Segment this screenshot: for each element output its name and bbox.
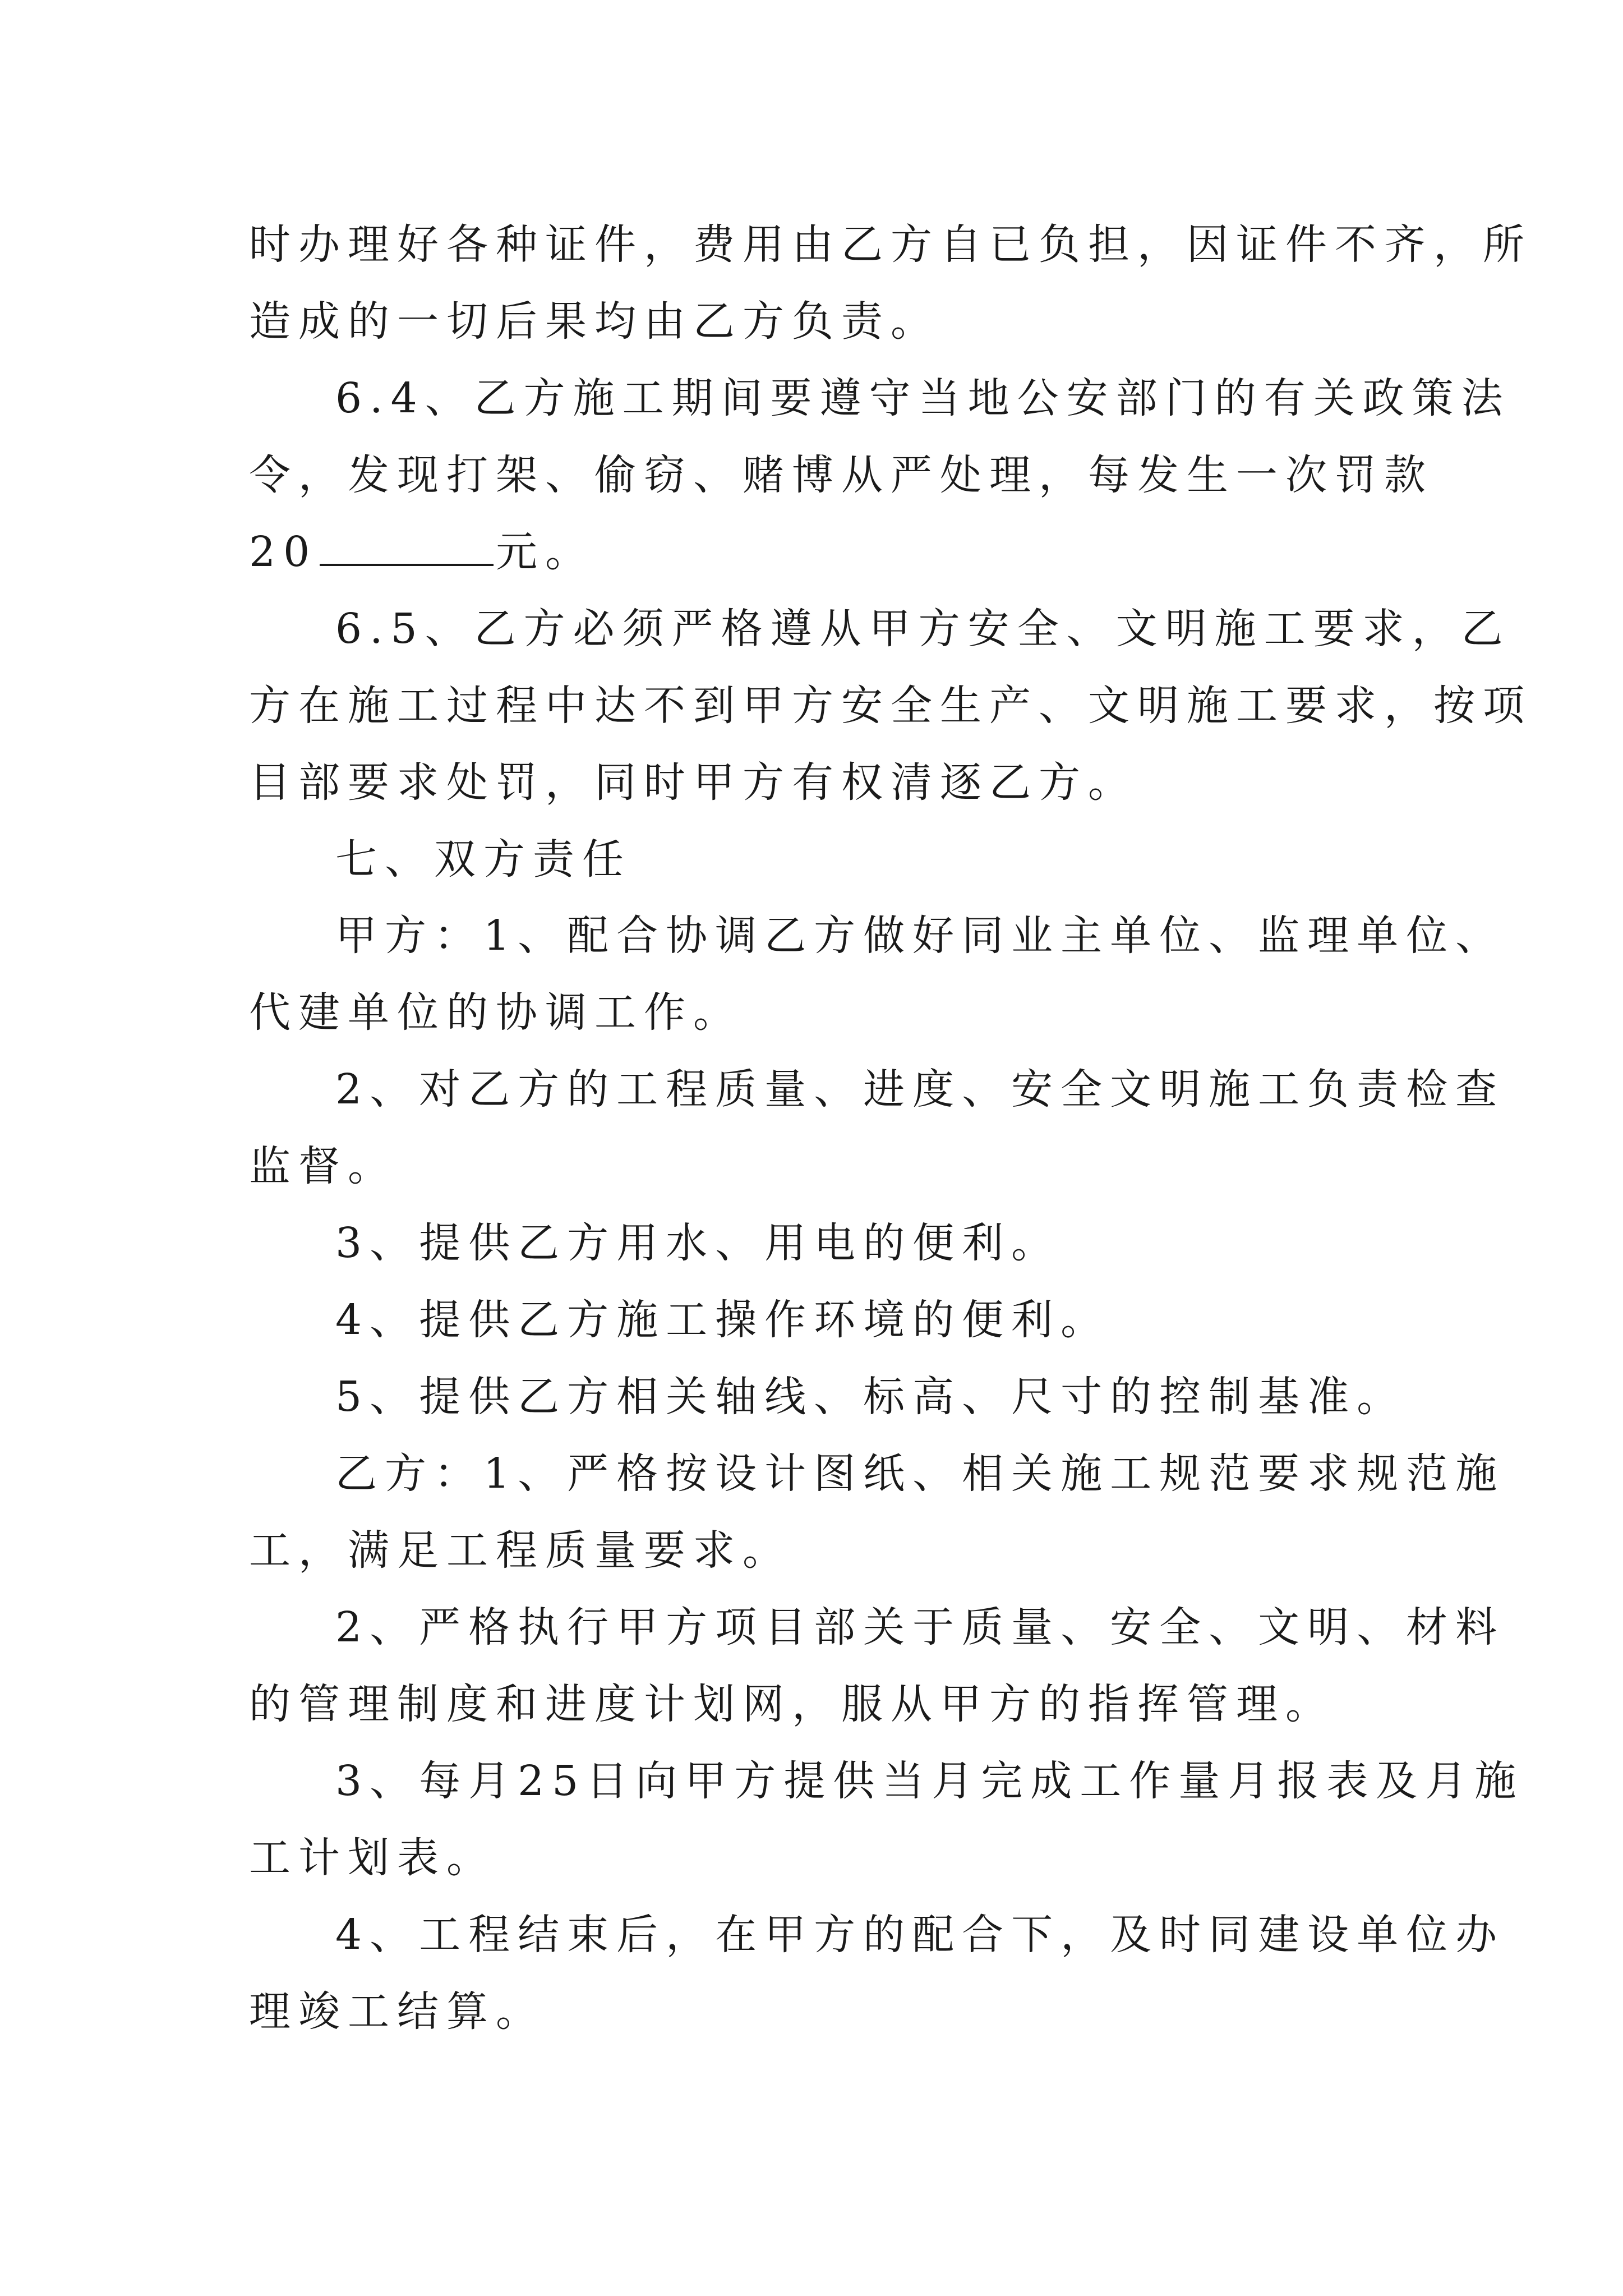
text-line: 4、工程结束后，在甲方的配合下，及时同建设单位办 xyxy=(335,1911,1505,1959)
text-line: 甲方：1、配合协调乙方做好同业主单位、监理单位、 xyxy=(335,912,1505,960)
text-line: 造成的一切后果均由乙方负责。 xyxy=(249,297,940,346)
fill-in-blank xyxy=(320,564,494,566)
fine-amount-prefix: 20 xyxy=(249,528,318,576)
text-line: 4、提供乙方施工操作环境的便利。 xyxy=(335,1296,1110,1344)
text-line: 时办理好各种证件，费用由乙方自已负担，因证件不齐，所 xyxy=(249,220,1532,269)
text-line: 工，满足工程质量要求。 xyxy=(249,1526,792,1575)
text-line: 5、提供乙方相关轴线、标高、尺寸的控制基准。 xyxy=(335,1373,1407,1421)
text-line: 3、提供乙方用水、用电的便利。 xyxy=(335,1219,1061,1267)
text-line: 方在施工过程中达不到甲方安全生产、文明施工要求，按项 xyxy=(249,682,1532,730)
text-line: 代建单位的协调工作。 xyxy=(249,988,743,1037)
text-line: 6.4、乙方施工期间要遵守当地公安部门的有关政策法 xyxy=(335,374,1511,422)
text-line: 工计划表。 xyxy=(249,1834,496,1882)
text-line: 6.5、乙方必须严格遵从甲方安全、文明施工要求，乙 xyxy=(335,605,1511,653)
section-heading: 七、双方责任 xyxy=(335,835,631,884)
text-line: 乙方：1、严格按设计图纸、相关施工规范要求规范施 xyxy=(335,1450,1505,1498)
text-line: 3、每月25日向甲方提供当月完成工作量月报表及月施 xyxy=(335,1757,1524,1805)
fine-amount-line xyxy=(249,524,594,580)
text-line: 令，发现打架、偷窃、赌博从严处理，每发生一次罚款 xyxy=(249,451,1433,499)
fine-amount-suffix: 元。 xyxy=(496,528,595,576)
text-line: 理竣工结算。 xyxy=(249,1987,545,2036)
text-line: 2、对乙方的工程质量、进度、安全文明施工负责检查 xyxy=(335,1065,1505,1114)
text-line: 目部要求处罚，同时甲方有权清逐乙方。 xyxy=(249,758,1137,807)
text-line: 监督。 xyxy=(249,1142,397,1190)
text-line: 2、严格执行甲方项目部关于质量、安全、文明、材料 xyxy=(335,1603,1505,1651)
text-line: 的管理制度和进度计划网，服从甲方的指挥管理。 xyxy=(249,1680,1335,1728)
